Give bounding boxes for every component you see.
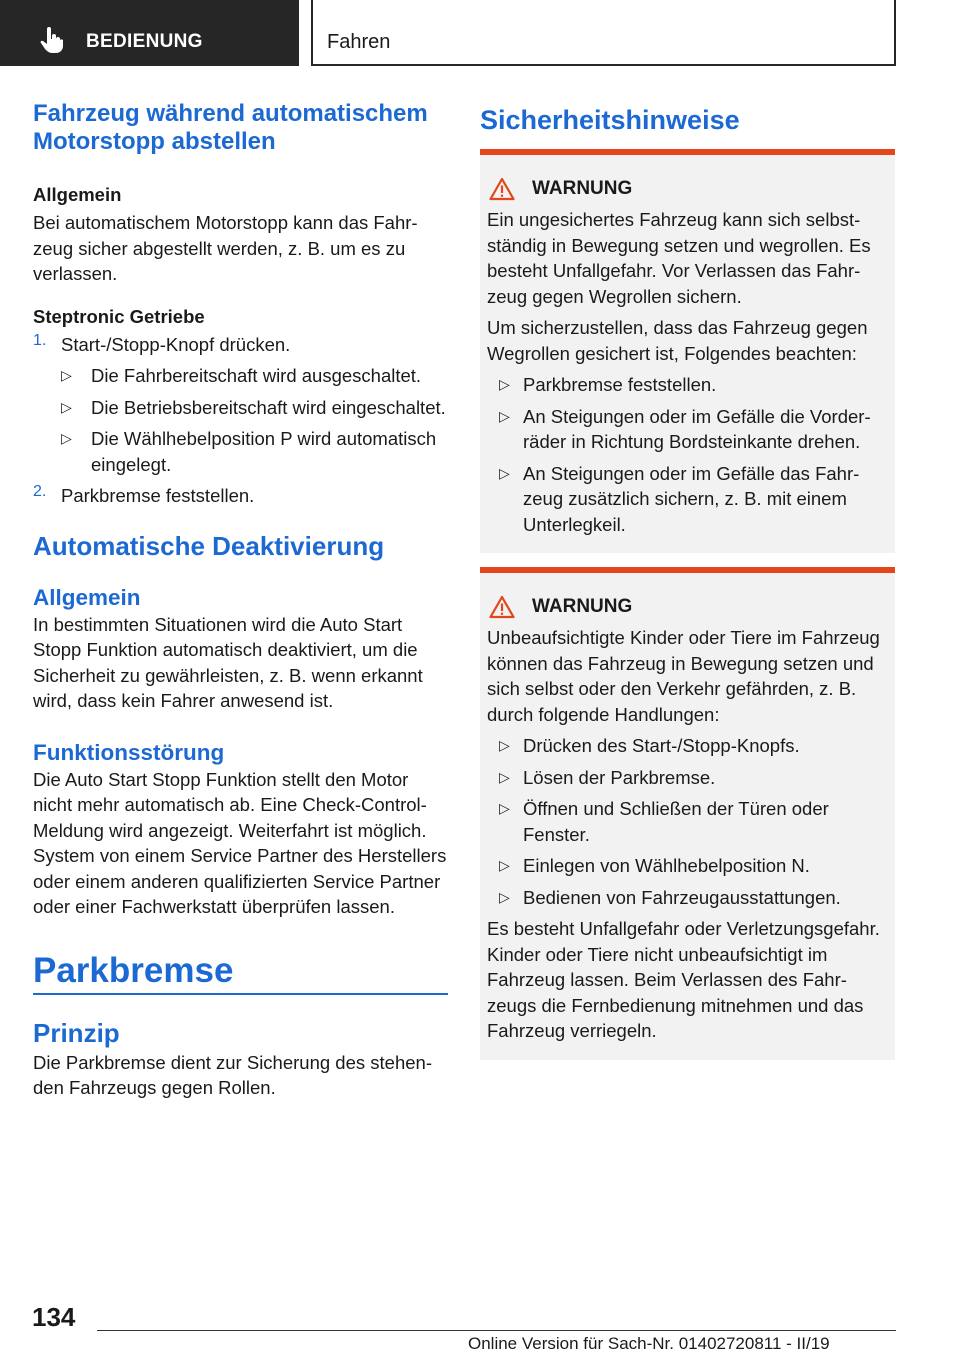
paragraph-prinzip: Die Parkbremse dient zur Sicherung des stehenden Fahrzeugs gegen Rollen. <box>33 1051 432 1098</box>
subheading-steptronic: Steptronic Getriebe <box>33 305 205 327</box>
paragraph-allgemein: Bei automatischem Motorstopp kann das Fahrzeug sicher abgestellt werden, z. B. um es zu verlassen. <box>33 212 418 284</box>
list-item: ▷ Einlegen von Wählhebelposition N. <box>499 853 889 879</box>
steps-list <box>33 332 448 509</box>
warning-text: Um sicherzustellen, dass das Fahrzeug gegen Wegrollen gesichert ist, Folgendes beachten: <box>487 317 868 364</box>
triangle-bullet-icon: ▷ <box>499 407 510 424</box>
list-item: ▷ Lösen der Parkbremse. <box>499 765 889 791</box>
step-number: 1. <box>33 331 47 349</box>
heading-funktionsstoerung: Funktionsstörung <box>33 739 225 765</box>
list-item: ▷ Die Wählhebelposition P wird automatisch eingelegt. <box>61 426 451 477</box>
warning-text: Es besteht Unfallgefahr oder Verletzungsgefahr. Kinder oder Tiere nicht unbeaufsichtigt im Fahrzeug lassen. Beim Verlassen des Fahrzeugs die Fernbedienung mitnehmen und das Fahrzeug verriegeln. <box>487 918 880 1041</box>
warning-triangle-icon <box>489 177 515 201</box>
warning-header <box>487 177 889 201</box>
heading-sicherheitshinweise: Sicherheitshinweise <box>480 105 740 135</box>
left-column <box>33 100 448 1101</box>
paragraph-funktionsstoerung: Die Auto Start Stopp Funktion stellt den Motor nicht mehr automatisch ab. Eine Check-Control-Meldung wird angezeigt. Weiterfahrt ist möglich. System von einem Service Partner des Herstellers oder einem anderen qualifizierten Service Partner oder einer Fachwerkstatt überprüfen lassen. <box>33 768 447 917</box>
warning-label: WARNUNG <box>532 178 633 199</box>
list-item <box>33 332 448 478</box>
header-section-tab <box>0 0 299 66</box>
warning-bullets <box>487 733 889 910</box>
list-item: ▷ An Steigungen oder im Gefälle die Vorderräder in Richtung Bordsteinkante drehen. <box>499 404 889 455</box>
heading-motorstopp-abstellen: Fahrzeug während automatischem Motorstopp abstellen <box>33 100 428 155</box>
page-number: 134 <box>32 1302 76 1332</box>
heading-allgemein-2: Allgemein <box>33 584 141 610</box>
warning-text: Ein ungesichertes Fahrzeug kann sich selbstständig in Bewegung setzen und wegrollen. Es besteht Unfallgefahr. Vor Verlassen das Fahrzeug gegen Wegrollen sichern. <box>487 209 871 307</box>
step-number: 2. <box>33 483 47 500</box>
triangle-bullet-icon: ▷ <box>499 800 510 816</box>
heading-automatische-deaktivierung: Automatische Deaktivierung <box>33 530 385 561</box>
warning-box <box>480 573 895 1060</box>
list-item: ▷ Drücken des Start-/Stopp-Knopfs. <box>499 733 889 759</box>
warning-bullets <box>487 372 889 537</box>
header-section-label: BEDIENUNG <box>86 31 203 52</box>
list-item: ▷ Bedienen von Fahrzeugausstattungen. <box>499 885 889 911</box>
paragraph-deaktivierung: In bestimmten Situationen wird die Auto Start Stopp Funktion automatisch deaktiviert, um die Sicherheit zu gewährleisten, z. B. wenn erkannt wird, dass kein Fahrer anwesend ist. <box>33 613 423 711</box>
triangle-bullet-icon: ▷ <box>499 888 510 905</box>
step1-bullets <box>61 363 451 477</box>
list-item: ▷ Die Fahrbereitschaft wird ausgeschaltet. <box>61 363 451 389</box>
warning-text: Unbeaufsichtigte Kinder oder Tiere im Fahrzeug können das Fahrzeug in Bewegung setzen und sich selbst oder den Verkehr gefährden, z. B. durch folgende Handlungen: <box>487 627 880 725</box>
right-column <box>480 100 895 1060</box>
triangle-bullet-icon: ▷ <box>61 430 72 446</box>
warning-header <box>487 595 889 619</box>
list-item: ▷ Die Betriebsbereitschaft wird eingeschaltet. <box>61 395 451 421</box>
step-text: Start-/Stopp-Knopf drücken. <box>61 333 291 355</box>
list-item: ▷ An Steigungen oder im Gefälle das Fahrzeug zusätzlich sichern, z. B. mit einem Unterlegkeil. <box>499 461 889 538</box>
warning-triangle-icon <box>489 595 515 619</box>
triangle-bullet-icon: ▷ <box>499 737 510 753</box>
warning-label: WARNUNG <box>532 596 633 617</box>
heading-parkbremse: Parkbremse <box>33 950 234 990</box>
heading-prinzip: Prinzip <box>33 1017 120 1048</box>
header-chapter-label: Fahren <box>327 31 391 53</box>
footer-rule <box>97 1330 896 1331</box>
list-item <box>33 483 448 509</box>
step-text: Parkbremse feststellen. <box>61 485 255 506</box>
list-item: ▷ Parkbremse feststellen. <box>499 372 889 398</box>
header-chapter-frame <box>311 0 896 66</box>
triangle-bullet-icon: ▷ <box>499 768 510 785</box>
hand-pointer-icon <box>38 26 66 54</box>
list-item: ▷ Öffnen und Schließen der Türen oder Fenster. <box>499 796 889 847</box>
triangle-bullet-icon: ▷ <box>61 398 72 415</box>
parkbremse-rule <box>33 993 448 995</box>
triangle-bullet-icon: ▷ <box>499 376 510 392</box>
subheading-allgemein: Allgemein <box>33 184 122 205</box>
warning-box <box>480 155 895 553</box>
triangle-bullet-icon: ▷ <box>499 464 510 481</box>
triangle-bullet-icon: ▷ <box>61 367 72 383</box>
triangle-bullet-icon: ▷ <box>499 857 510 873</box>
footer-version: Online Version für Sach-Nr. 01402720811 - II/19 <box>468 1334 830 1353</box>
